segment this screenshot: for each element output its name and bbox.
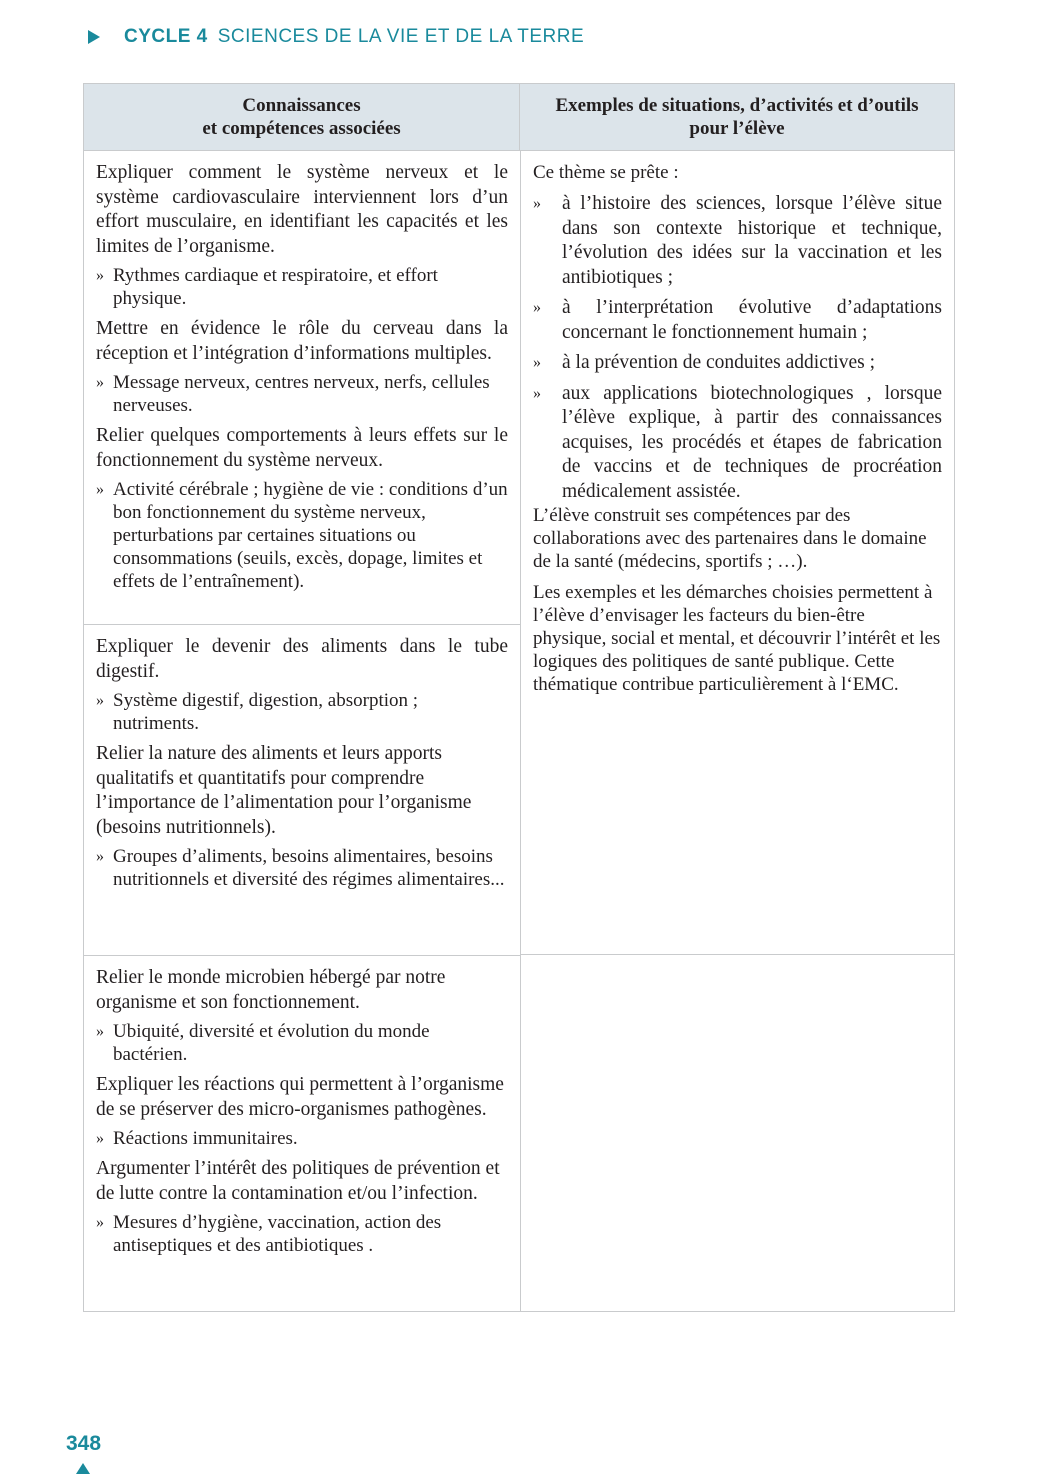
knowledge-bullet: » Rythmes cardiaque et respiratoire, et effort physique. [96,264,508,310]
column-header-knowledge-line1: Connaissances [242,95,361,116]
knowledge-bullet: » Message nerveux, centres nerveux, nerfs, cellules nerveuses. [96,371,508,417]
knowledge-block-nervous-system [84,151,520,624]
skill-text: Argumenter l’intérêt des politiques de prévention et de lutte contre la contamination et/ou l’infection. [96,1158,500,1204]
example-item: » à l’histoire des sciences, lorsque l’élève situe dans son contexte historique et technique, l’évolution des idées sur la vaccination et les antibiotiques ; [533,192,942,290]
knowledge-block-digestion [84,624,520,955]
example-item: » à l’interprétation évolutive d’adaptations concernant le fonctionnement humain ; [533,296,942,345]
skill-text: Relier le monde microbien hébergé par notre organisme et son fonctionnement. [96,967,446,1013]
table-header [84,84,954,151]
knowledge-bullet: » Ubiquité, diversité et évolution du monde bactérien. [96,1020,508,1066]
column-header-knowledge-line2: et compétences associées [202,118,401,139]
column-header-examples-line1: Exemples de situations, d’activités et d’outils [555,95,919,116]
column-header-examples [519,84,954,150]
skill-text: Relier la nature des aliments et leurs apports qualitatifs et quantitatifs pour comprendre l’importance de l’alimentation pour l’organisme (besoins nutritionnels). [96,743,472,838]
knowledge-bullet: » Activité cérébrale ; hygiène de vie : conditions d’un bon fonctionnement du système nerveux, perturbations par certaines situations ou consommations (seuils, excès, dopage, limites et effets de l’entraînement). [96,478,508,593]
page-number: 348 [66,1432,102,1455]
examples-intro: Ce thème se prête : [533,162,679,183]
skill-text: Relier quelques comportements à leurs effets sur le fonctionnement du système nerveux. [96,425,508,471]
example-item: » aux applications biotechnologiques , lorsque l’élève explique, à partir des connaissances acquises, les procédés et étapes de fabrication de vaccins et de techniques de procréation médicalement assistée. [533,382,942,505]
empty-examples-cell [521,955,954,1310]
knowledge-bullet: » Groupes d’aliments, besoins alimentaires, besoins nutritionnels et diversité des régimes alimentaires... [96,845,508,891]
column-header-knowledge [84,84,519,150]
table-body-row [84,151,954,1311]
left-column [84,151,520,1311]
subject-title: SCIENCES DE LA VIE ET DE LA TERRE [217,26,585,47]
cycle-label: CYCLE 4 [124,26,208,47]
skill-text: Expliquer comment le système nerveux et le système cardiovasculaire interviennent lors d’un effort musculaire, en identifiant les capacités et les limites de l’organisme. [96,162,508,257]
knowledge-bullet: » Système digestif, digestion, absorption ; nutriments. [96,689,508,735]
curriculum-table [83,83,955,1312]
knowledge-bullet: » Mesures d’hygiène, vaccination, action des antiseptiques et des antibiotiques . [96,1211,508,1257]
knowledge-block-microbes [84,955,520,1311]
example-item: » à la prévention de conduites addictives ; [533,351,942,376]
examples-paragraph: L’élève construit ses compétences par des collaborations avec des partenaires dans le domaine de la santé (médecins, sportifs ; …). [533,505,927,572]
knowledge-bullet: » Réactions immunitaires. [96,1127,508,1150]
right-column [520,151,954,1311]
column-header-examples-line2: pour l’élève [689,118,785,139]
triangle-right-icon [88,30,100,44]
triangle-up-icon [76,1463,90,1474]
examples-paragraph: Les exemples et les démarches choisies permettent à l’élève d’envisager les facteurs du bien-être physique, social et mental, et découvrir l’intérêt et les logiques des politiques de santé publique. Cette thématique contribue particulièrement à l‘EMC. [533,582,941,695]
examples-cell [521,151,954,955]
skill-text: Expliquer le devenir des aliments dans le tube digestif. [96,636,508,682]
skill-text: Expliquer les réactions qui permettent à l’organisme de se préserver des micro-organismes pathogènes. [96,1074,504,1120]
page-header [88,26,584,48]
skill-text: Mettre en évidence le rôle du cerveau dans la réception et l’intégration d’informations multiples. [96,318,508,364]
